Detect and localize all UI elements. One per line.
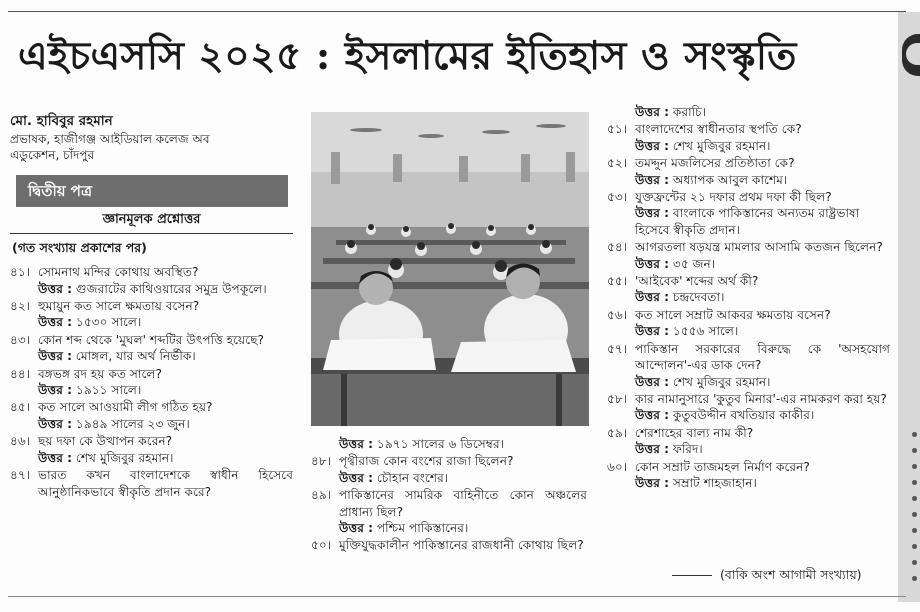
question	[607, 307, 890, 323]
question-text: ছয় দফা কে উত্থাপন করেন?	[38, 434, 173, 449]
question-number: ৫২।	[607, 156, 628, 171]
qa-list	[607, 121, 890, 491]
answer-label: উত্তর :	[635, 105, 670, 119]
question	[311, 453, 587, 469]
answer-text: ১৫৩০ সালে।	[75, 315, 142, 330]
qa-item	[311, 453, 587, 486]
answer-label: উত্তর :	[339, 437, 374, 451]
question-text: কত সালে আওয়ামী লীগ গঠিত হয়?	[38, 400, 213, 415]
qa-list	[311, 453, 587, 553]
question	[10, 366, 293, 382]
section-title: জ্ঞানমূলক প্রশ্নোত্তর	[102, 212, 201, 228]
answer-label: উত্তর :	[38, 315, 73, 330]
question-number: ৪৪।	[10, 366, 31, 381]
answer-label: উত্তর :	[635, 324, 670, 339]
qa-item	[10, 332, 293, 365]
question-number: ৫৯।	[607, 425, 628, 440]
continued-note: (গত সংখ্যায় প্রকাশের পর)	[12, 239, 147, 255]
answer-label: উত্তর :	[339, 521, 374, 536]
answer	[607, 475, 890, 491]
column-1	[10, 113, 293, 501]
answer-label: উত্তর :	[38, 450, 73, 465]
question-text: বাংলাদেশের স্বাধীনতার স্থপতি কে?	[635, 122, 802, 137]
question-number: ৪৯।	[311, 488, 332, 503]
qa-item	[311, 487, 587, 536]
qa-item	[10, 264, 293, 297]
qa-item	[607, 459, 890, 492]
continuation-footer	[672, 567, 862, 587]
answer-text: ফরিদ।	[672, 442, 703, 457]
page-tab-icon	[902, 34, 920, 76]
qa-item	[311, 537, 587, 553]
answer-text: শেখ মুজিবুর রহমান।	[672, 374, 771, 389]
answer-text: চন্দ্রদেবতা।	[672, 290, 725, 305]
qa-item	[607, 307, 890, 340]
question-number: ৫০।	[311, 538, 332, 553]
answer-text: করাচি।	[672, 105, 707, 119]
answer	[311, 470, 587, 486]
question-number: ৫৩।	[607, 190, 628, 205]
answer	[607, 441, 890, 457]
answer-label: উত্তর :	[635, 374, 670, 389]
answer-label: উত্তর :	[635, 408, 670, 423]
question-number: ৫১।	[607, 122, 628, 137]
bullet-dots	[912, 432, 918, 592]
column-3	[607, 104, 890, 492]
question	[607, 391, 890, 407]
question	[10, 467, 293, 500]
answer-label: উত্তর :	[635, 256, 670, 271]
paper-banner: দ্বিতীয় পত্র	[16, 175, 288, 207]
answer-text: ১৯১১ সালে।	[75, 383, 142, 398]
answer	[311, 520, 587, 536]
question-text: পাকিস্তান সরকারের বিরুদ্ধে কে 'অসহযোগ আন্দোলন'-এর ডাক দেন?	[635, 341, 890, 373]
answer	[10, 450, 293, 466]
answer-text: ৩৫ জন।	[672, 256, 716, 271]
answer-text: ১৫৫৬ সালে।	[672, 324, 739, 339]
answer	[607, 256, 890, 272]
question	[10, 332, 293, 348]
exam-hall-photo	[311, 112, 589, 426]
answer	[10, 348, 293, 364]
adjacent-page-strip	[898, 12, 920, 602]
answer-label: উত্তর :	[339, 470, 374, 485]
answer	[607, 289, 890, 305]
question	[607, 459, 890, 475]
question-number: ৫৭।	[607, 341, 628, 356]
question-number: ৪৫।	[10, 400, 31, 415]
question-number: ৫৪।	[607, 240, 628, 255]
question-text: কার নামানুসারে 'কুতুব মিনার'-এর নামকরণ করা হয়?	[635, 391, 887, 406]
question-text: শেরশাহের বাল্য নাম কী?	[635, 425, 754, 440]
question-number: ৬০।	[607, 459, 628, 474]
qa-item	[607, 121, 890, 154]
question-number: ৪৮।	[311, 454, 332, 469]
answer	[10, 416, 293, 432]
question	[10, 264, 293, 280]
question-text: পৃথ্বীরাজ কোন বংশের রাজা ছিলেন?	[339, 454, 514, 469]
question-number: ৪৭।	[10, 468, 31, 483]
question-number: ৪১।	[10, 265, 31, 280]
answer-label: উত্তর :	[38, 416, 73, 431]
answer	[607, 205, 890, 238]
footer-text: (বাকি অংশ আগামী সংখ্যায়)	[720, 567, 862, 582]
question-text: তমদ্দুন মজলিসের প্রতিষ্ঠাতা কে?	[635, 156, 795, 171]
question-text: কোন সম্রাট তাজমহল নির্মাণ করেন?	[635, 459, 810, 474]
question	[607, 425, 890, 441]
qa-item	[10, 366, 293, 399]
answer-text: বাংলাকে পাকিস্তানের অন্যতম রাষ্ট্রভাষা হিসেবে স্বীকৃতি প্রদান।	[635, 206, 860, 237]
answer-label: উত্তর :	[38, 281, 73, 296]
answer	[607, 172, 890, 188]
qa-item	[607, 189, 890, 238]
continued-answer	[607, 104, 890, 120]
qa-item	[10, 433, 293, 466]
qa-item	[607, 239, 890, 272]
answer-text: অধ্যাপক আবুল কাশেম।	[672, 172, 788, 187]
answer-label: উত্তর :	[38, 349, 73, 364]
qa-list	[10, 264, 293, 500]
section-rule	[10, 233, 293, 234]
answer-text: মোঙ্গল, যার অর্থ নির্ভীক।	[75, 349, 196, 364]
question-text: ভারত কখন বাংলাদেশকে স্বাধীন হিসেবে আনুষ্ঠানিকভাবে স্বীকৃতি প্রদান করে?	[38, 468, 293, 499]
question	[311, 487, 587, 520]
qa-item	[607, 155, 890, 188]
question	[607, 239, 890, 255]
bottom-rule	[8, 596, 906, 597]
answer	[607, 138, 890, 154]
question	[607, 189, 890, 205]
answer-text: শেখ মুজিবুর রহমান।	[672, 138, 771, 153]
author-name: মো. হাবিবুর রহমান	[10, 113, 113, 129]
author-affiliation	[10, 131, 293, 163]
answer-text: কুতুবউদ্দীন বখতিয়ার কাকীর।	[672, 408, 815, 423]
qa-item	[607, 273, 890, 306]
answer	[607, 407, 890, 423]
question-text: হুমায়ুন কত সালে ক্ষমতায় বসেন?	[38, 299, 200, 314]
question	[607, 273, 890, 289]
question-number: ৫৫।	[607, 274, 628, 289]
question-text: বঙ্গভঙ্গ রদ হয় কত সালে?	[38, 366, 162, 381]
continued-answer	[311, 436, 587, 452]
qa-item	[607, 425, 890, 458]
answer	[607, 374, 890, 390]
question	[10, 298, 293, 314]
answer	[10, 281, 293, 297]
answer	[10, 314, 293, 330]
answer-text: ১৯৪৯ সালের ২৩ জুন।	[75, 416, 190, 431]
answer-label: উত্তর :	[38, 383, 73, 398]
question	[10, 433, 293, 449]
question-text: কোন শব্দ থেকে 'মুঘল' শব্দটির উৎপত্তি হয়েছে?	[38, 332, 264, 347]
question-number: ৫৮।	[607, 391, 628, 406]
affiliation-line: প্রভাষক, হাজীগঞ্জ আইডিয়াল কলেজ অব	[10, 132, 210, 147]
answer-label: উত্তর :	[635, 290, 670, 305]
answer-label: উত্তর :	[635, 442, 670, 457]
answer-text: সম্রাট শাহজাহান।	[672, 475, 757, 490]
answer-label: উত্তর :	[635, 206, 670, 221]
question-text: কত সালে সম্রাট আকবর ক্ষমতায় বসেন?	[635, 307, 831, 322]
question-text: সোমনাথ মন্দির কোথায় অবস্থিত?	[38, 265, 199, 280]
answer-label: উত্তর :	[635, 475, 670, 490]
qa-item	[10, 399, 293, 432]
question	[607, 155, 890, 171]
question-text: পাকিস্তানের সামরিক বাহিনীতে কোন অঞ্চলের প্রাধান্য ছিল?	[339, 488, 587, 519]
answer-text: পশ্চিম পাকিস্তানের।	[376, 521, 469, 536]
top-rule	[8, 11, 906, 12]
question-text: 'আইবেক' শব্দের অর্থ কী?	[635, 274, 759, 289]
answer-label: উত্তর :	[635, 172, 670, 187]
question-text: যুক্তফ্রন্টের ২১ দফার প্রথম দফা কী ছিল?	[635, 190, 832, 205]
answer-text: ১৯৭১ সালের ৬ ডিসেম্বর।	[376, 437, 505, 451]
question-number: ৪২।	[10, 299, 31, 314]
question	[311, 537, 587, 553]
question-number: ৫৬।	[607, 307, 628, 322]
page-title: এইচএসসি ২০২৫ : ইসলামের ইতিহাস ও সংস্কৃতি	[18, 33, 797, 79]
qa-item	[607, 391, 890, 424]
answer	[10, 382, 293, 398]
question-number: ৪৩।	[10, 332, 31, 347]
qa-item	[10, 467, 293, 500]
affiliation-line: এডুকেশন, চাঁদপুর	[10, 148, 95, 163]
qa-item	[10, 298, 293, 331]
footer-dash	[672, 575, 712, 576]
answer-text: গুজরাটের কাথিওয়ারের সমুদ্র উপকূলে।	[75, 281, 267, 296]
answer	[607, 323, 890, 339]
column-2	[311, 436, 587, 555]
question	[10, 399, 293, 415]
question	[607, 341, 890, 374]
exam-hall-illustration	[311, 112, 589, 426]
question	[607, 121, 890, 137]
answer-text: শেখ মুজিবুর রহমান।	[75, 450, 174, 465]
answer-label: উত্তর :	[635, 138, 670, 153]
question-text: মুক্তিযুদ্ধকালীন পাকিস্তানের রাজধানী কোথায় ছিল?	[339, 538, 584, 553]
question-number: ৪৬।	[10, 434, 31, 449]
question-text: আগরতলা ষড়যন্ত্র মামলার আসামি কতজন ছিলেন?	[635, 240, 883, 255]
qa-item	[607, 341, 890, 390]
answer-text: চৌহান বংশের।	[376, 470, 449, 485]
